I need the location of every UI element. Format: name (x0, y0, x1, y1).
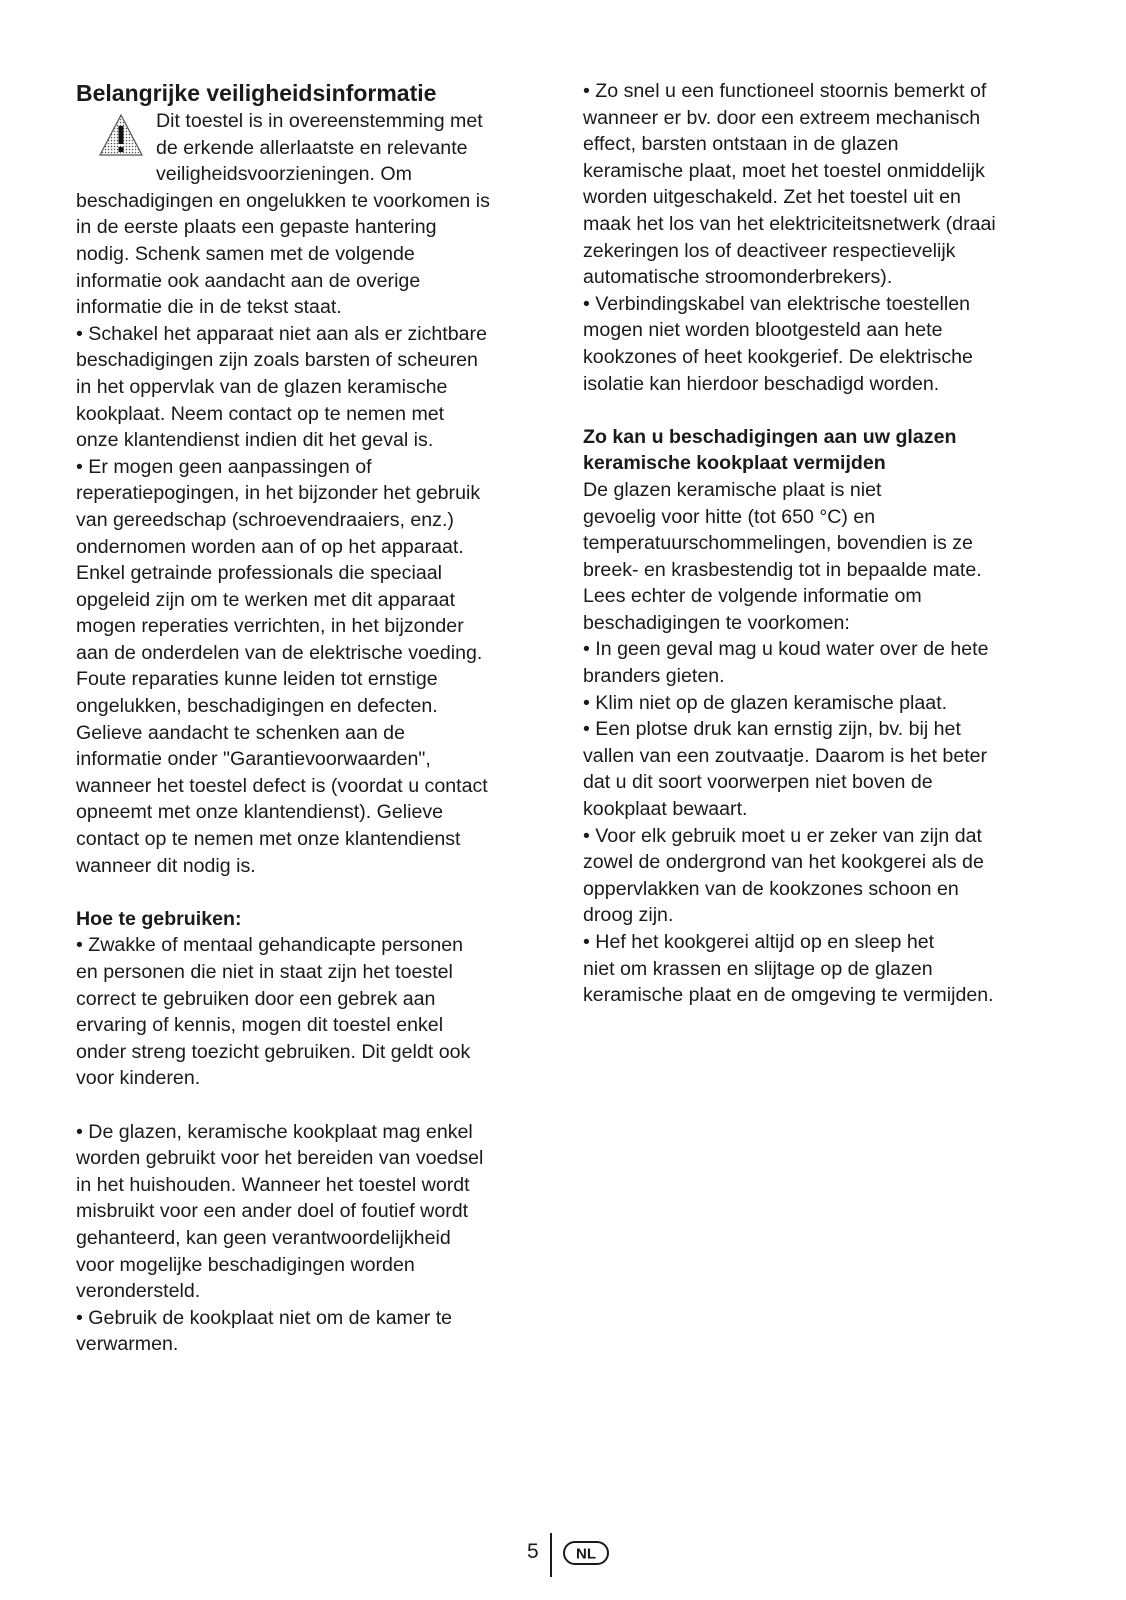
text-line: isolatie kan hierdoor beschadigd worden. (583, 372, 940, 395)
text-line: • De glazen, keramische kookplaat mag enkel (76, 1120, 473, 1143)
text-line: gehanteerd, kan geen verantwoordelijkheid (76, 1226, 451, 1249)
text-line: onder streng toezicht gebruiken. Dit geldt ook (76, 1040, 471, 1063)
text-line: ervaring of kennis, mogen dit toestel enkel (76, 1014, 444, 1037)
spacer (76, 1092, 546, 1119)
bullet-paragraph (583, 823, 1053, 929)
text-line: wanneer dit nodig is. (76, 854, 256, 877)
text-line: • Er mogen geen aanpassingen of (76, 455, 372, 478)
text-line: Lees echter de volgende informatie om (583, 585, 922, 608)
right-column (583, 78, 1053, 1009)
text-line: • In geen geval mag u koud water over de hete (583, 638, 989, 661)
text-line: contact op te nemen met onze klantendienst (76, 828, 461, 851)
text-line: Gelieve aandacht te schenken aan de (76, 721, 405, 744)
text-line: Foute reparaties kunne leiden tot ernstige (76, 668, 438, 691)
text-line: wanneer het toestel defect is (voordat u contact (76, 774, 488, 797)
bullet-paragraph (583, 929, 1053, 1009)
text-line: • Schakel het apparaat niet aan als er zichtbare (76, 322, 487, 345)
text-line: • Hef het kookgerei altijd op en sleep het (583, 931, 935, 953)
text-line: • Zwakke of mentaal gehandicapte personen (76, 934, 464, 957)
text-line: misbruikt voor een ander doel of foutief wordt (76, 1200, 469, 1223)
text-line: niet om krassen en slijtage op de glazen (583, 957, 933, 980)
text-line: • Een plotse druk kan ernstig zijn, bv. bij het (583, 718, 961, 741)
text-line: ondernomen worden aan of op het apparaat. (76, 535, 464, 558)
text-line: • Klim niet op de glazen keramische plaat. (583, 691, 948, 714)
text-line: Enkel getrainde professionals die speciaal (76, 562, 442, 585)
intro-line: nodig. Schenk samen met de volgende (76, 242, 415, 265)
text-line: zekeringen los of deactiveer respectievelijk (583, 239, 956, 262)
text-line: • Zo snel u een functioneel stoornis bemerkt of (583, 80, 987, 102)
text-line: correct te gebruiken door een gebrek aan (76, 987, 436, 1010)
text-line: verondersteld. (76, 1280, 201, 1303)
text-line: worden uitgeschakeld. Zet het toestel uit en (583, 186, 961, 209)
text-line: beschadigingen zijn zoals barsten of scheuren (76, 349, 478, 372)
text-line: beschadigingen te voorkomen: (583, 611, 850, 634)
text-line: automatische stroomonderbrekers). (583, 266, 893, 289)
safety-intro (76, 108, 546, 321)
text-line: in het huishouden. Wanneer het toestel wordt (76, 1173, 470, 1196)
text-line: • Gebruik de kookplaat niet om de kamer te (76, 1306, 453, 1329)
text-line: kookplaat bewaart. (583, 798, 748, 821)
text-line: • Voor elk gebruik moet u er zeker van zijn dat (583, 824, 982, 847)
subheading (583, 424, 1053, 477)
text-line: onze klantendienst indien dit het geval is. (76, 429, 434, 452)
text-line: vallen van een zoutvaatje. Daarom is het beter (583, 744, 988, 767)
text-line: branders gieten. (583, 665, 725, 688)
intro-line: informatie ook aandacht aan de overige (76, 269, 421, 292)
text-line: droog zijn. (583, 904, 674, 927)
bullet-paragraph (76, 1305, 546, 1358)
bullet-paragraph (583, 291, 1053, 397)
bullet-paragraph (76, 321, 546, 454)
section-heading: Belangrijke veiligheidsinformatie (76, 80, 437, 106)
bullet-paragraph (76, 454, 546, 880)
text-line: gevoelig voor hitte (tot 650 °C) en (583, 505, 876, 528)
subheading-line: Zo kan u beschadigingen aan uw glazen (583, 425, 957, 448)
text-line: mogen niet worden blootgesteld aan hete (583, 319, 943, 342)
bullet-paragraph (583, 78, 1053, 291)
text-line: wanneer er bv. door een extreem mechanisch (583, 106, 981, 129)
text-line: breek- en krasbestendig tot in bepaalde mate. (583, 558, 982, 581)
spacer (583, 397, 1053, 424)
bullet-paragraph (76, 1119, 546, 1305)
text-line: keramische plaat en de omgeving te vermijden. (583, 984, 994, 1007)
text-line: oppervlakken van de kookzones schoon en (583, 877, 959, 900)
text-line: worden gebruikt voor het bereiden van voedsel (76, 1147, 484, 1170)
text-line: in het oppervlak van de glazen keramische (76, 375, 448, 398)
warning-triangle-icon (98, 112, 144, 158)
intro-line: informatie die in de tekst staat. (76, 296, 342, 319)
text-line: reperatiepogingen, in het bijzonder het gebruik (76, 482, 481, 505)
text-line: en personen die niet in staat zijn het toestel (76, 961, 453, 983)
text-line: De glazen keramische plaat is niet (583, 478, 882, 501)
intro-line: de erkende allerlaatste en relevante (156, 136, 468, 159)
subheading: Hoe te gebruiken: (76, 907, 242, 930)
text-line: van gereedschap (schroevendraaiers, enz.) (76, 508, 454, 531)
subheading-line: keramische kookplaat vermijden (583, 452, 886, 475)
text-line: kookplaat. Neem contact op te nemen met (76, 402, 445, 425)
text-line: ongelukken, beschadigingen en defecten. (76, 695, 438, 718)
intro-line: in de eerste plaats een gepaste hantering (76, 216, 437, 239)
text-line: kookzones of heet kookgerief. De elektrische (583, 345, 973, 368)
spacer (76, 879, 546, 906)
text-line: informatie onder "Garantievoorwaarden", (76, 748, 431, 771)
intro-line: beschadigingen en ongelukken te voorkomen is (76, 189, 490, 212)
text-line: verwarmen. (76, 1333, 179, 1356)
text-line: keramische plaat, moet het toestel onmiddelijk (583, 159, 985, 182)
bullet-paragraph (583, 716, 1053, 822)
intro-paragraph (583, 477, 1053, 637)
left-column (76, 78, 546, 1358)
text-line: zowel de ondergrond van het kookgerei als de (583, 851, 984, 874)
text-line: maak het los van het elektriciteitsnetwerk (draai (583, 212, 996, 235)
text-line: voor kinderen. (76, 1067, 201, 1090)
intro-line: veiligheidsvoorzieningen. Om (156, 163, 412, 186)
intro-line: Dit toestel is in overeenstemming met (156, 110, 483, 132)
text-line: opneemt met onze klantendienst). Gelieve (76, 801, 444, 824)
text-line: opgeleid zijn om te werken met dit apparaat (76, 588, 456, 611)
text-line: aan de onderdelen van de elektrische voeding. (76, 641, 483, 664)
text-line: • Verbindingskabel van elektrische toestellen (583, 292, 970, 315)
language-badge-label: NL (576, 1545, 596, 1563)
language-badge (563, 1541, 609, 1565)
text-line: voor mogelijke beschadigingen worden (76, 1253, 415, 1276)
bullet-paragraph (583, 690, 1053, 717)
bullet-paragraph (76, 932, 546, 1092)
bullet-paragraph (583, 636, 1053, 689)
text-line: temperatuurschommelingen, bovendien is ze (583, 532, 973, 555)
page-number: 5 (527, 1540, 539, 1563)
text-line: dat u dit soort voorwerpen niet boven de (583, 771, 933, 794)
text-line: mogen reperaties verrichten, in het bijzonder (76, 615, 464, 638)
text-line: effect, barsten ontstaan in de glazen (583, 133, 899, 156)
footer-divider (550, 1533, 552, 1577)
